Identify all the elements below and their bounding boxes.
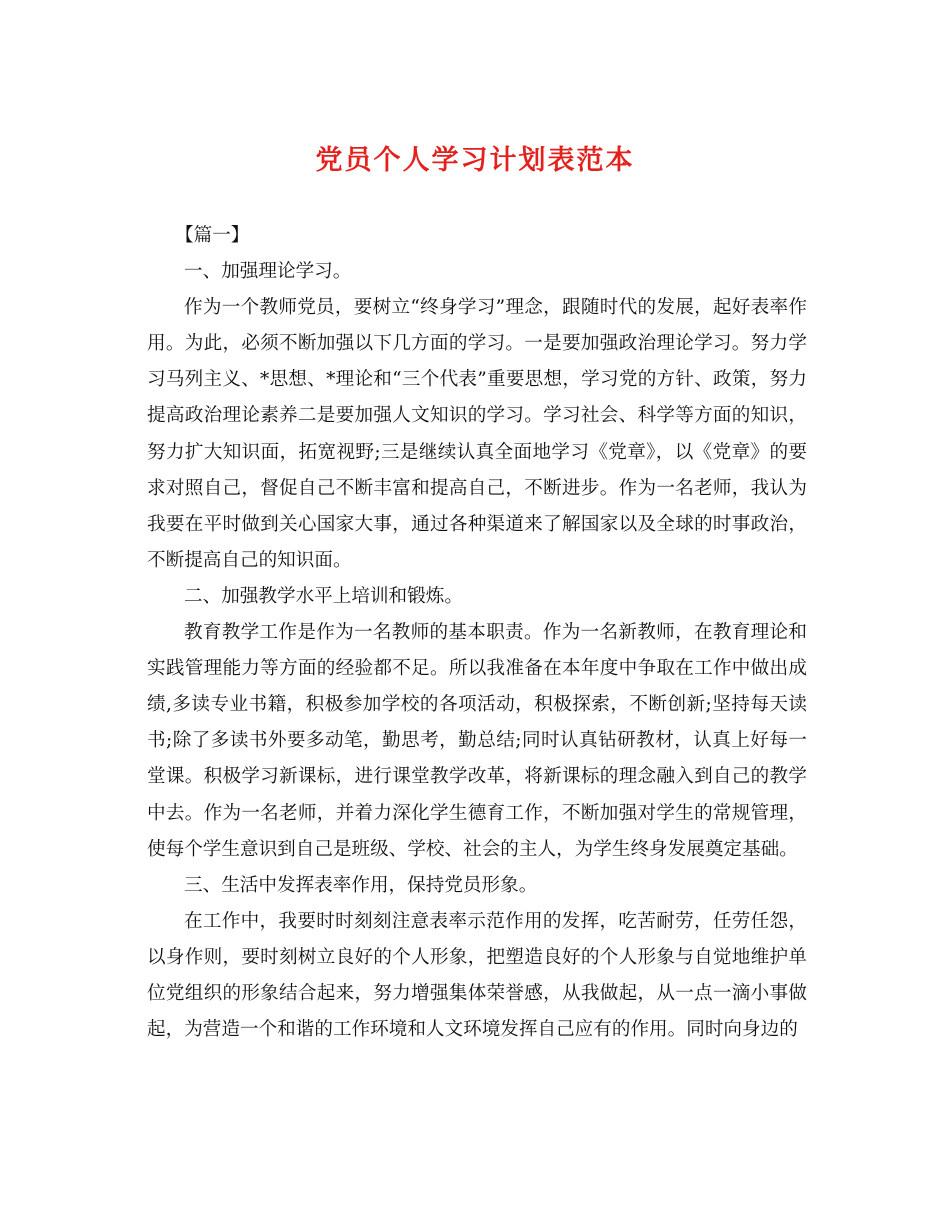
paragraph-3: 在工作中，我要时时刻刻注意表率示范作用的发挥，吃苦耐劳，任劳任怨，以身作则，要时刻树立良好的个人形象，把塑造良好的个人形象与自觉地维护单位党组织的形象结合起来，努力增强集体荣誉感，从我做起，从一点一滴小事做起，为营造一个和谐的工作环境和人文环境发挥自己应有的作用。同时向身边的 <box>147 910 807 1041</box>
paragraph-2: 教育教学工作是作为一名教师的基本职责。作为一名新教师，在教育理论和实践管理能力等方面的经验都不足。所以我准备在本年度中争取在工作中做出成绩,多读专业书籍，积极参加学校的各项活动，积极探索，不断创新;坚持每天读书;除了多读书外要多动笔，勤思考，勤总结;同时认真钻研教材，认真上好每一堂课。积极学习新课标，进行课堂教学改革，将新课标的理念融入到自己的教学中去。作为一名老师，并着力深化学生德育工作，不断加强对学生的常规管理，使每个学生意识到自己是班级、学校、社会的主人，为学生终身发展奠定基础。 <box>147 622 807 860</box>
paragraph-1: 作为一个教师党员，要树立“终身学习”理念，跟随时代的发展，起好表率作用。为此，必须不断加强以下几方面的学习。一是要加强政治理论学习。努力学习马列主义、*思想、*理论和“三个代表”重要思想，学习党的方针、政策，努力提高政治理论素养二是要加强人文知识的学习。学习社会、科学等方面的知识，努力扩大知识面，拓宽视野;三是继续认真全面地学习《党章》，以《党章》的要求对照自己，督促自己不断丰富和提高自己，不断进步。作为一名老师，我认为我要在平时做到关心国家大事，通过各种渠道来了解国家以及全球的时事政治，不断提高自己的知识面。 <box>147 297 807 571</box>
section-heading-1: 一、加强理论学习。 <box>184 261 352 283</box>
document-title: 党员个人学习计划表范本 <box>315 145 635 176</box>
section-heading-2: 二、加强教学水平上培训和锻炼。 <box>184 585 463 607</box>
section-heading-3: 三、生活中发挥表率作用，保持党员形象。 <box>184 874 538 896</box>
section-label: 【篇一】 <box>175 225 250 246</box>
document-body <box>147 218 807 1048</box>
